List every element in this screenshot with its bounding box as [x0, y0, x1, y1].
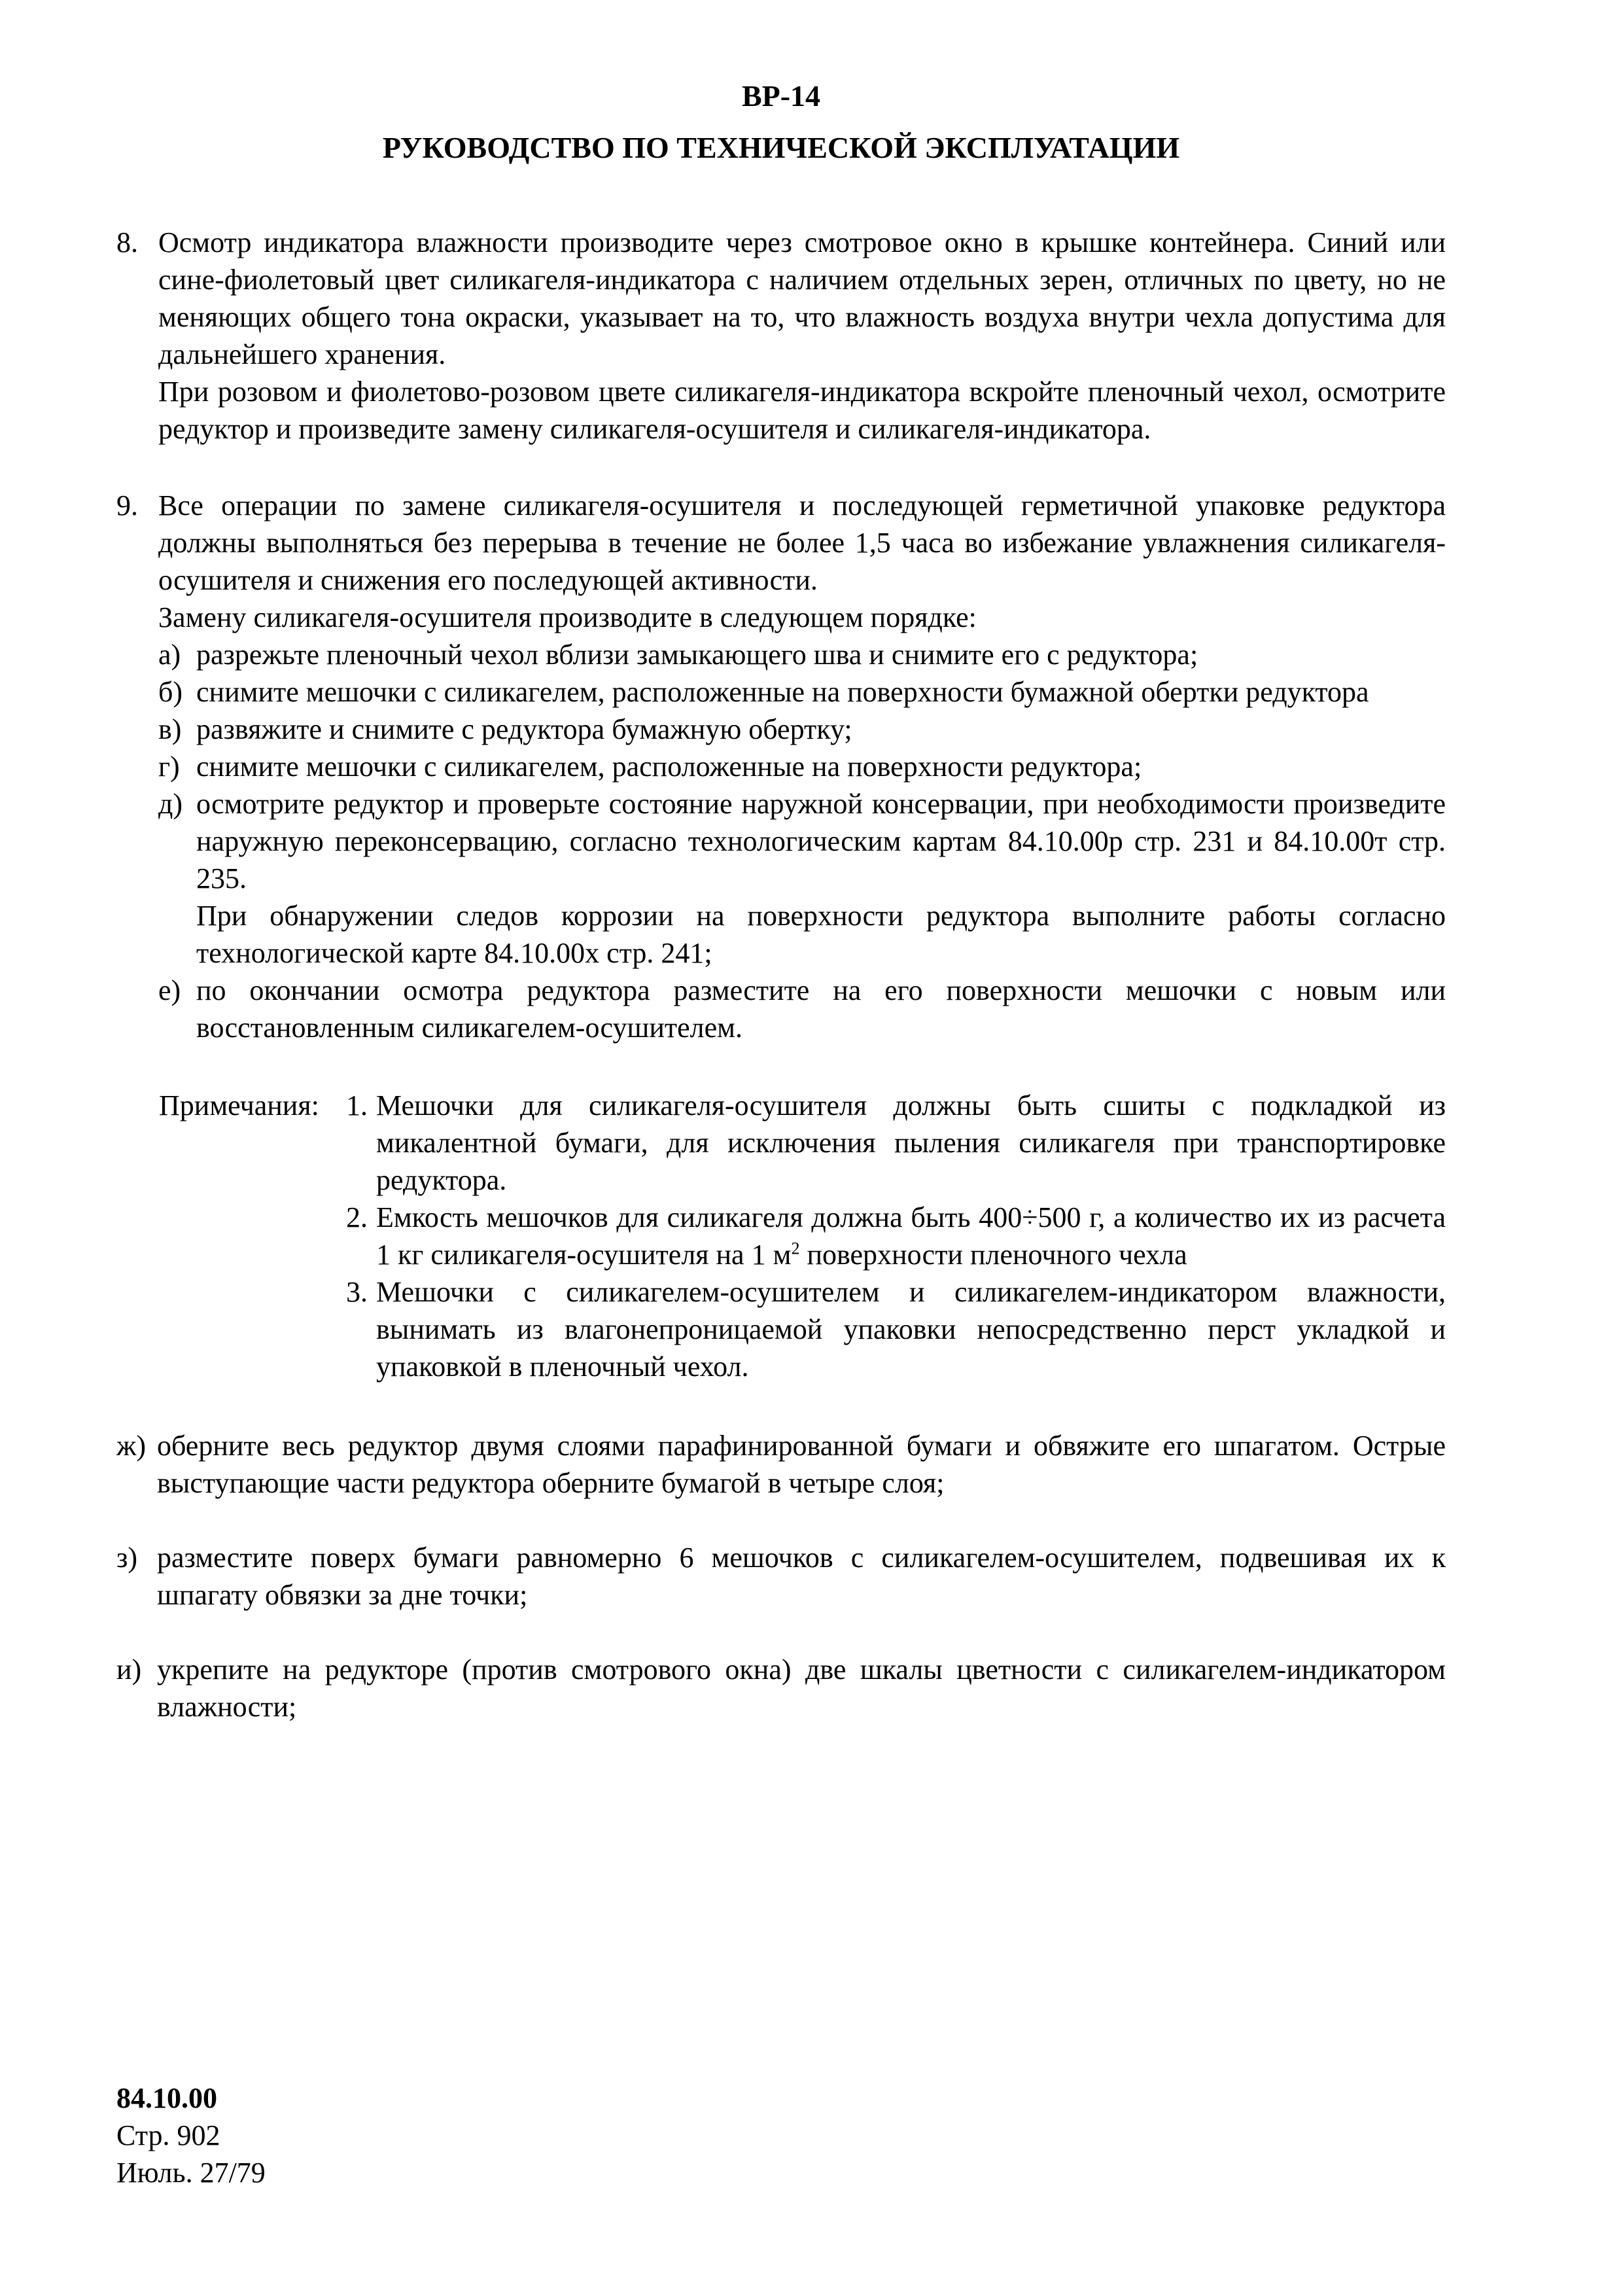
note-2-superscript: 2	[791, 1239, 800, 1258]
notes-list	[346, 1087, 1446, 1385]
item-zh	[116, 1427, 1446, 1502]
note-1-number: 1.	[346, 1089, 368, 1122]
footer-doc-number: 84.10.00	[116, 2082, 217, 2114]
subitem-e	[158, 972, 1446, 1046]
item-zh-text: оберните весь редуктор двумя слоями парафинированной бумаги и обвяжите его шпагатом. Острые выступающие части редуктора оберните бумагой в четыре слоя;	[157, 1430, 1446, 1499]
subitem-a-text: разрежьте пленочный чехол вблизи замыкающего шва и снимите его с редуктора;	[196, 639, 1198, 671]
subitem-a-label: а)	[158, 639, 181, 671]
note-3-text: Мешочки с силикагелем-осушителем и силикагелем-индикатором влажности, вынимать из влагонепроницаемой упаковки непосредственно перст укладкой и упаковкой в пленочный чехол.	[376, 1276, 1446, 1383]
subitem-d-text: осмотрите редуктор и проверьте состояние наружной консервации, при необходимости произведите наружную переконсервацию, согласно технологическим картам 84.10.00р стр. 231 и 84.10.00т стр. 235.	[196, 788, 1446, 894]
subitem-g	[158, 748, 1446, 785]
note-1	[346, 1087, 1446, 1199]
footer-date: Июль. 27/79	[116, 2157, 266, 2189]
subitem-e-text: по окончании осмотра редуктора разместите на его поверхности мешочки с новым или восстановленным силикагелем-осушителем.	[196, 974, 1446, 1044]
item-9-subitems	[158, 636, 1446, 1046]
note-2-number: 2.	[346, 1201, 368, 1233]
item-9-text-1: Все операции по замене силикагеля-осушителя и последующей герметичной упаковке редуктора должны выполняться без перерыва в течение не более 1,5 часа во избежание увлажнения силикагеля-осушителя и снижения его последующей активности.	[158, 489, 1446, 596]
subitem-d	[158, 785, 1446, 972]
subitem-b	[158, 673, 1446, 711]
item-i	[116, 1651, 1446, 1725]
subitem-g-text: снимите мешочки с силикагелем, расположенные на поверхности редуктора;	[196, 751, 1142, 783]
note-2	[346, 1199, 1446, 1273]
note-3	[346, 1273, 1446, 1385]
item-8-paragraph-1	[116, 224, 1446, 373]
document-title: РУКОВОДСТВО ПО ТЕХНИЧЕСКОЙ ЭКСПЛУАТАЦИИ	[382, 131, 1180, 164]
item-i-label: и)	[116, 1653, 142, 1686]
item-i-text: укрепите на редукторе (против смотрового окна) две шкалы цветности с силикагелем-индикатором влажности;	[157, 1653, 1446, 1723]
notes-block	[159, 1087, 1446, 1385]
document-code: ВР-14	[741, 79, 821, 113]
note-2-text-end: поверхности пленочного чехла	[799, 1239, 1187, 1271]
item-8-paragraph-2: При розовом и фиолетово-розовом цвете силикагеля-индикатора вскройте пленочный чехол, осмотрите редуктор и произведите замену силикагеля-осушителя и силикагеля-индикатора.	[158, 376, 1446, 445]
subitem-d-label: д)	[158, 788, 183, 820]
item-zh-label: ж)	[116, 1430, 147, 1462]
subitem-v	[158, 711, 1446, 748]
item-z-label: з)	[116, 1542, 138, 1574]
subitem-v-label: в)	[158, 713, 182, 745]
subitem-d-extra-text: При обнаружении следов коррозии на поверхности редуктора выполните работы согласно технологической карте 84.10.00х стр. 241;	[196, 900, 1446, 969]
subitem-b-text: снимите мешочки с силикагелем, расположенные на поверхности бумажной обертки редуктора	[196, 676, 1369, 708]
note-2-text-start: Емкость мешочков для силикагеля должна быть 400÷500 г, а количество их из расчета 1 кг силикагеля-осушителя на 1 м	[376, 1201, 1446, 1271]
subitem-g-label: г)	[158, 751, 180, 783]
notes-label: Примечания:	[159, 1089, 319, 1122]
subitem-v-text: развяжите и снимите с редуктора бумажную обертку;	[196, 713, 852, 745]
footer-page-number: Стр. 902	[116, 2119, 220, 2151]
item-9-paragraph-1	[116, 487, 1446, 599]
numbered-item-9	[116, 487, 1446, 1046]
page-header	[116, 0, 1446, 166]
item-9-number: 9.	[116, 489, 138, 521]
item-8-number: 8.	[116, 226, 138, 258]
subitem-e-label: е)	[158, 974, 181, 1006]
item-z-text: разместите поверх бумаги равномерно 6 мешочков с силикагелем-осушителем, подвешивая их к шпагату обвязки за дне точки;	[157, 1542, 1446, 1611]
page-content	[116, 0, 1446, 1725]
subitem-b-label: б)	[158, 676, 183, 708]
item-z	[116, 1539, 1446, 1614]
note-1-text: Мешочки для силикагеля-осушителя должны быть сшиты с подкладкой из микалентной бумаги, для исключения пыления силикагеля при транспортировке редуктора.	[376, 1089, 1446, 1196]
outer-items	[116, 1427, 1446, 1725]
numbered-item-8	[116, 224, 1446, 448]
item-8-text-1: Осмотр индикатора влажности производите через смотровое окно в крышке контейнера. Синий или сине-фиолетовый цвет силикагеля-индикатора с наличием отдельных зерен, отличных по цвету, но не меняющих общего тона окраски, указывает на то, что влажность воздуха внутри чехла допустима для дальнейшего хранения.	[158, 226, 1446, 370]
document-body	[116, 224, 1446, 1725]
subitem-a	[158, 636, 1446, 673]
item-9-paragraph-2: Замену силикагеля-осушителя производите в следующем порядке:	[158, 601, 977, 633]
note-3-number: 3.	[346, 1276, 368, 1308]
page-footer	[116, 2079, 266, 2191]
